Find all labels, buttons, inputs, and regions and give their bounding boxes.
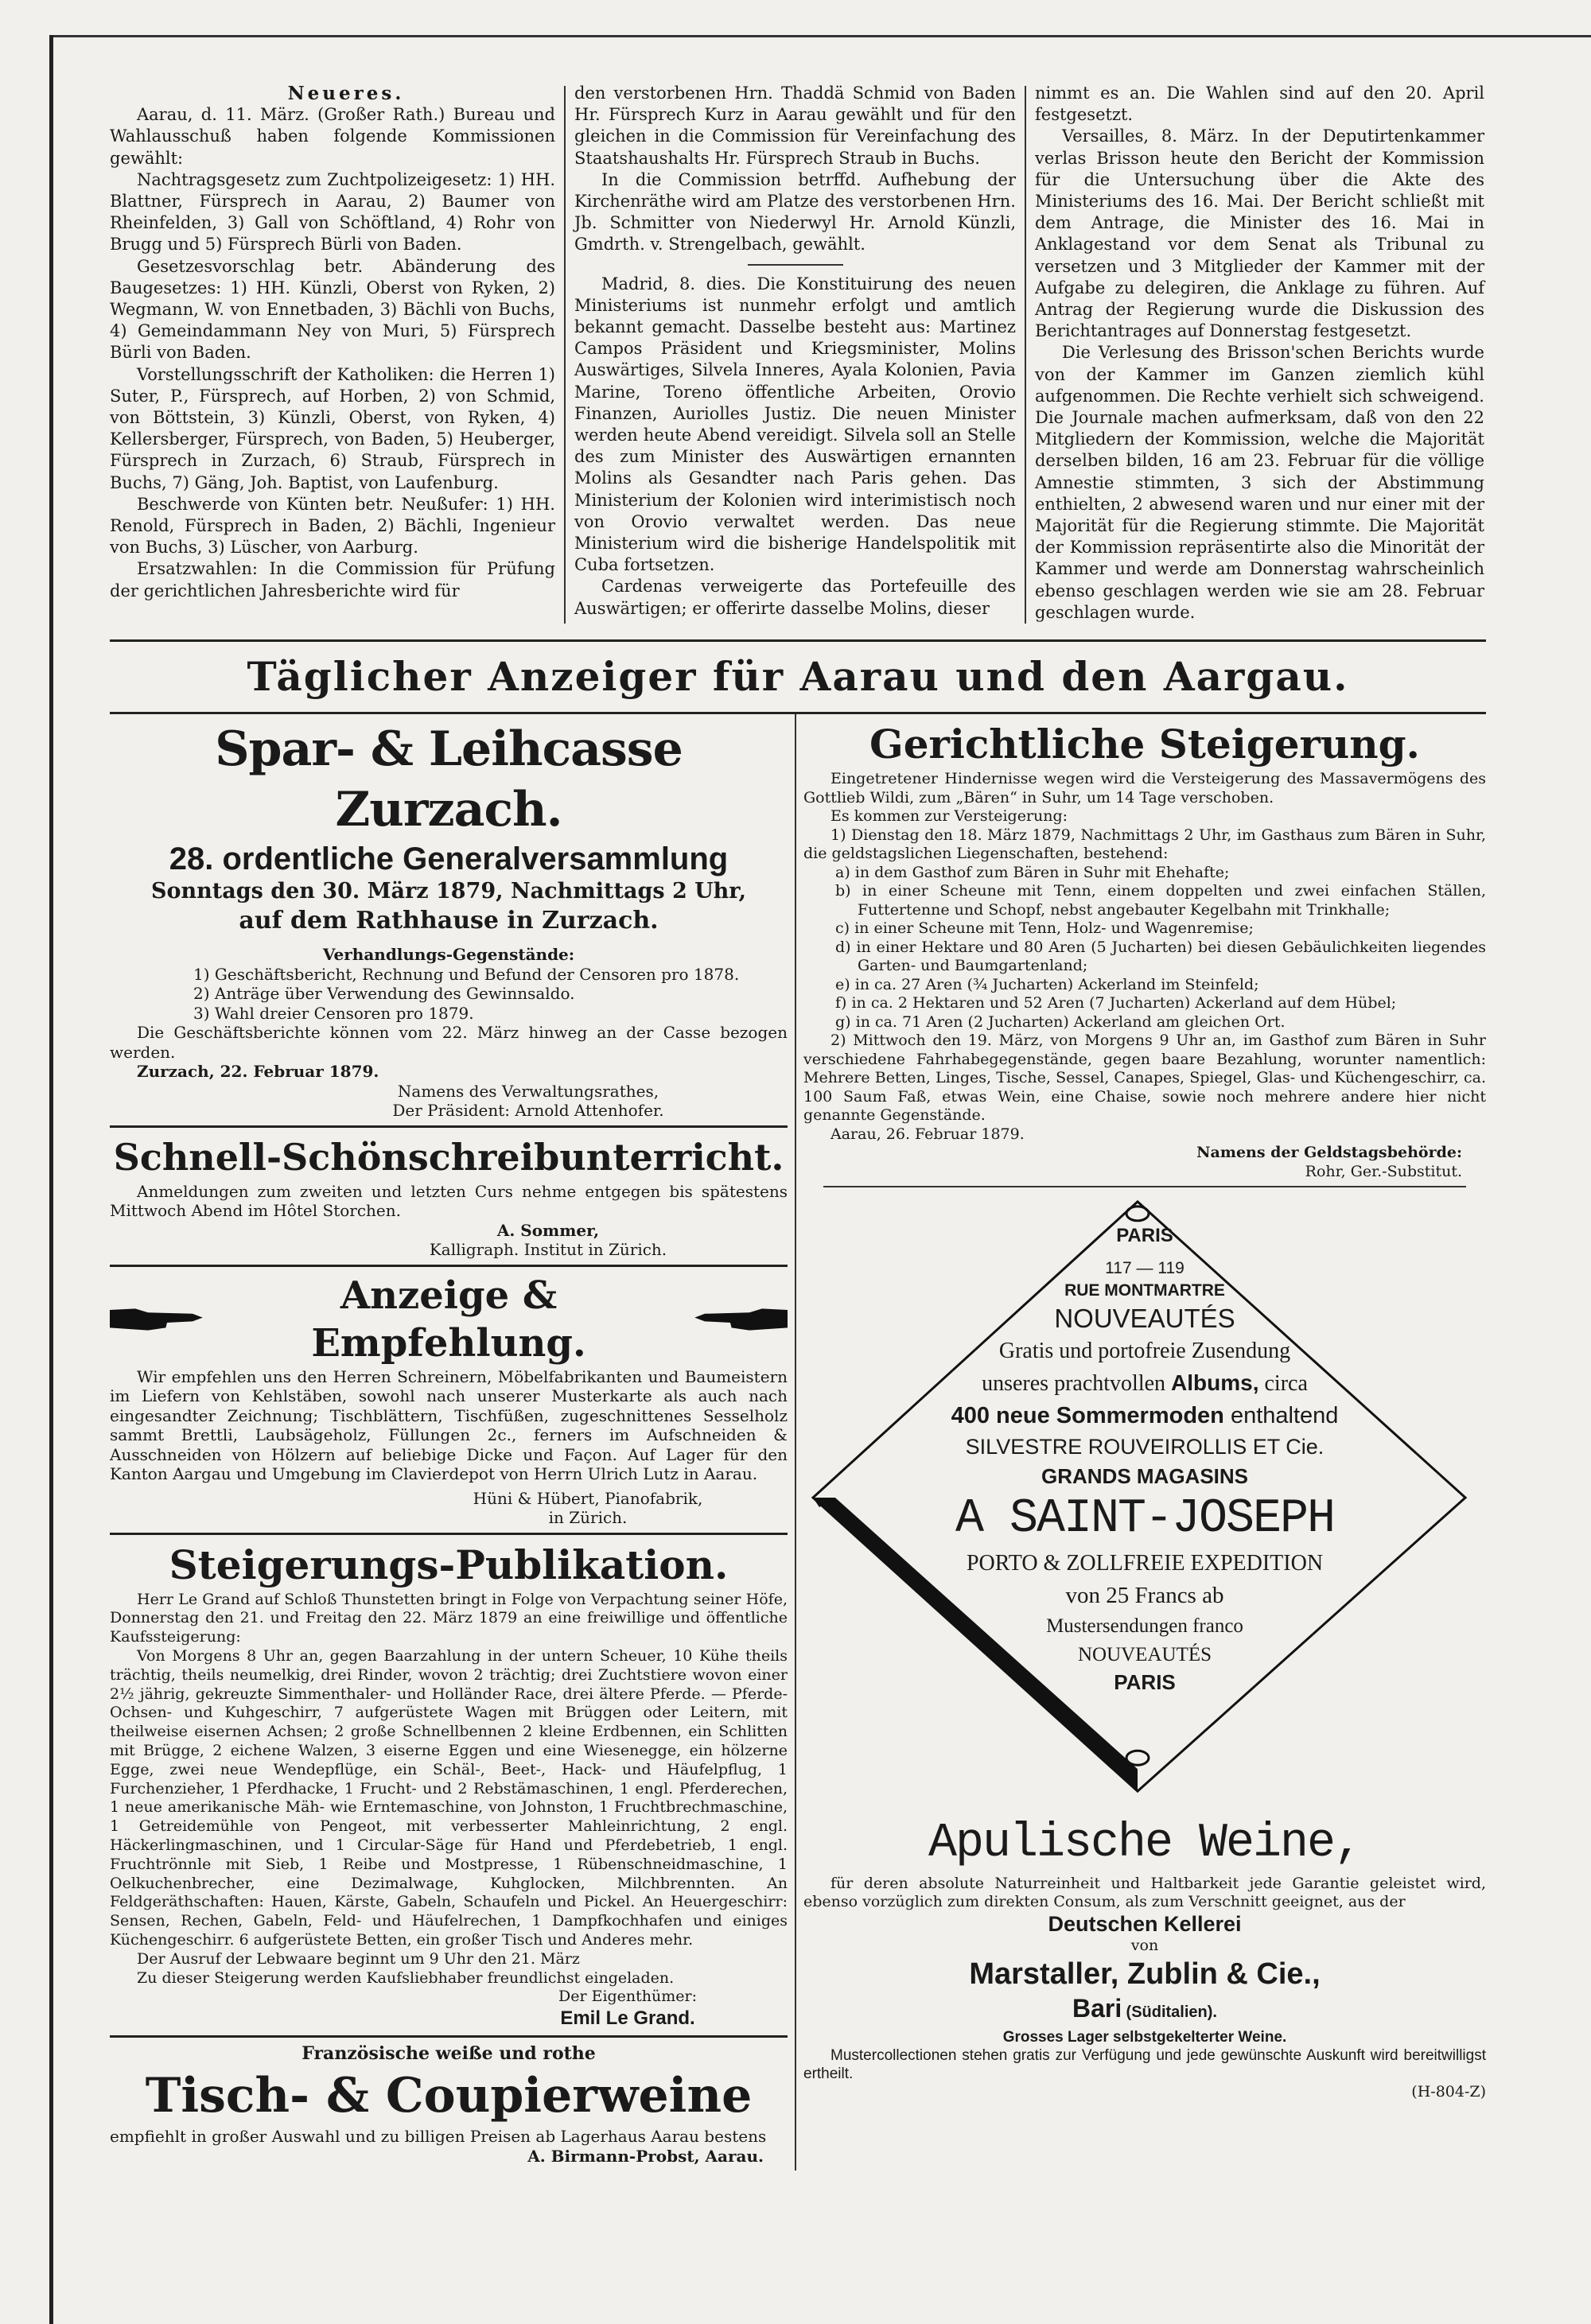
ad-signature: Hüni & Hübert, Pianofabrik, — [473, 1488, 703, 1508]
paragraph: Gesetzesvorschlag betr. Abänderung des Baugesetzes: 1) HH. Künzli, Oberst von Ryken, 2) Wegmann, W. von Ennetbaden, 3) Bächli von Buchs, 4) Gemeindammann Ney von Muri, 5) Fürsprech Bürli von Baden. — [110, 256, 555, 363]
ad-text: empfiehlt in großer Auswahl und zu billigen Preisen ab Lagerhaus Aarau bestens — [110, 2127, 767, 2147]
ad-text: A SAINT-JOSEPH — [955, 1492, 1335, 1547]
ad-subtitle: 28. ordentliche Generalversammlung — [169, 841, 729, 877]
ad-text: Anmeldungen zum zweiten und letzten Curs nehme entgegen bis spätestens Mittwoch Abend im Hôtel Storchen. — [110, 1181, 788, 1221]
list-item: b) in einer Scheune mit Tenn, einem doppelten und zwei einfachen Ställen, Futtertenne und Schopf, nebst angebauter Kegelbahn mit Trinkhalle; — [835, 882, 1486, 919]
ad-column-divider — [795, 714, 796, 2170]
column-2 — [574, 83, 1016, 620]
ad-text: 400 neue Sommermoden — [951, 1403, 1224, 1429]
list-item: f) in ca. 2 Hektaren und 52 Aren (7 Jucharten) Ackerland auf dem Hübel; — [835, 994, 1397, 1012]
ads-left-column — [110, 714, 788, 2170]
ad-signature: Namens des Verwaltungsrathes, — [397, 1081, 659, 1101]
column-3 — [1035, 83, 1484, 624]
paragraph: Madrid, 8. dies. Die Konstituirung des neuen Ministeriums ist nunmehr erfolgt und amtlich bekannt gemacht. Dasselbe besteht aus: Martinez Campos Präsident und Kriegsminister, Molins Auswärtiges, Silvela Inneres, Ayala Kolonien, Pavia Marine, Toreno öffentliche Arbeiten, Orovio Finanzen, Auriolles Justiz. Die neuen Minister werden heute Abend vereidigt. Silvela soll an Stelle des zum Minister des Auswärtigen ernannten Molins als Gesandter nach Paris gehen. Das Ministerium der Kolonien wird interimistisch noch von Orovio verwaltet werden. Das neue Ministerium wird die bisherige Handelspolitik mit Cuba fortsetzen. — [574, 274, 1016, 575]
ad-sparcasse — [110, 714, 788, 1125]
ad-text: Albums, — [1171, 1370, 1259, 1396]
ad-text: Grosses Lager selbstgekelterter Weine. — [1002, 2029, 1287, 2046]
ad-signature: A. Sommer, — [496, 1220, 600, 1240]
ad-code: (H-804-Z) — [1411, 2083, 1486, 2101]
ad-tischweine — [110, 2038, 788, 2170]
ad-title: Schnell-Schönschreibunterricht. — [113, 1135, 784, 1179]
divider — [748, 264, 843, 266]
paragraph: Beschwerde von Künten betr. Neußufer: 1) HH. Renold, Fürsprech in Baden, 2) Bächli, Ingenieur von Buchs, 3) Lüscher, von Aarburg. — [110, 494, 555, 558]
ad-text: Wir empfehlen uns den Herren Schreinern, Möbelfabrikanten und Baumeistern im Liefern von Kehlstäben, sowohl nach unserer Musterkarte als auch nach eingesandter Zeichnung; Tischblättern, Tischfüßen, zugeschnittenes Sesselholz sammt Brettli, Laubsägeholz, Füllungen 2c., ferners im Aufschneiden & Ausschneiden von Hölzern auf beliebige Dicke und Façon. Auf Lager für den Kanton Aargau und Umgebung im Clavierdepot von Herrn Ulrich Lutz in Aarau. — [110, 1366, 788, 1484]
news-columns — [110, 83, 1486, 624]
ad-note: Die Geschäftsberichte können vom 22. März hinweg an der Casse bezogen werden. — [110, 1023, 788, 1062]
ad-text: NOUVEAUTÉS — [1077, 1644, 1212, 1666]
agenda-item: 3) Wahl dreier Censoren pro 1879. — [193, 1003, 474, 1023]
ad-apulische-weine — [803, 1808, 1486, 2106]
ad-text: GRANDS MAGASINS — [1041, 1464, 1248, 1489]
ad-text: von 25 Francs ab — [1065, 1583, 1224, 1609]
paris-ad — [803, 1195, 1486, 1808]
ad-title: Tisch- & Coupierweine — [145, 2068, 753, 2124]
ad-text: NOUVEAUTÉS — [1054, 1304, 1235, 1334]
ad-signature: Der Präsident: Arnold Attenhofer. — [392, 1101, 664, 1121]
ad-text: für deren absolute Naturreinheit und Haltbarkeit jede Garantie geleistet wird, ebenso vorzüglich zum direkten Consum, als zum Verschnitt geeignet, aus der — [803, 1875, 1486, 1911]
paragraph: Cardenas verweigerte das Portefeuille des Auswärtigen; er offerirte dasselbe Molins, dieser — [574, 577, 1016, 618]
ad-signature: Rohr, Ger.-Substitut. — [1305, 1162, 1462, 1180]
paragraph: Ersatzwahlen: In die Commission für Prüfung der gerichtlichen Jahresberichte wird für — [110, 559, 555, 600]
ad-signature: in Zürich. — [548, 1508, 628, 1528]
agenda-item: 1) Geschäftsbericht, Rechnung und Befund der Censoren pro 1878. — [193, 964, 740, 984]
ad-text: Mustersendungen franco — [1046, 1615, 1243, 1638]
ad-text: Eingetretener Hindernisse wegen wird die Versteigerung des Massavermögens des Gottlieb Wildi, zum „Bären“ in Suhr, um 14 Tage verschoben. — [803, 770, 1486, 806]
ad-text: enthaltend — [1223, 1403, 1339, 1429]
ad-text: Bari — [1072, 1994, 1122, 2023]
list-item: a) in dem Gasthof zum Bären in Suhr mit Ehehafte; — [835, 863, 1230, 881]
paragraph: Aarau, d. 11. März. (Großer Rath.) Bureau und Wahlausschuß haben folgende Kommissionen gewählt: — [110, 105, 555, 168]
ad-date: Sonntags den 30. März 1879, Nachmittags 2 Uhr, — [151, 879, 746, 904]
ad-place: auf dem Rathhause in Zurzach. — [239, 907, 659, 935]
ad-anzeige-empfehlung — [110, 1267, 788, 1533]
ad-text: Marstaller, Zublin & Cie., — [969, 1957, 1321, 1992]
ad-text: 2) Mittwoch den 19. März, von Morgens 9 Uhr an, im Gasthof zum Bären in Suhr verschiedene Fahrhabegegenstände, gegen baare Bezahlung, worunter namentlich: Mehrere Betten, Linges, Tische, Sessel, Canapes, Spiegel, Glas- und Küchengeschirr, ca. 100 Saum Faß, etwas Wein, eine Chaise, sowie noch mehrere andere hier nicht genannte Gegenstände. — [803, 1032, 1486, 1125]
ad-text: PARIS — [1114, 1670, 1176, 1695]
ad-text: Gratis und portofreie Zusendung — [998, 1339, 1291, 1364]
paragraph: Die Verlesung des Brisson'schen Berichts wurde von der Kammer im Ganzen ziemlich kühl aufgenommen. Die Rechte verhielt sich schweigend. Die Journale machen aufmerksam, daß von den 22 Mitgliedern der Kommission, welche die Majorität derselben bilden, 16 am 23. Februar für die völlige Amnestie stimmten, 3 sich der Abstimmung enthielten, 2 abwesend waren und nur einer mit der Majorität für die Regierung stimmte. Die Majorität der Kommission repräsentirte also die Minorität der Kammer und werde am Donnerstag wahrscheinlich ebenso geschlagen werden wie sie am 28. Februar geschlagen wurde. — [1035, 343, 1484, 622]
ad-rule — [823, 1186, 1466, 1187]
paragraph: Nachtragsgesetz zum Zuchtpolizeigesetz: 1) HH. Blattner, Fürsprech in Aarau, 2) Baumer von Rheinfelden, 3) Gall von Schöftland, 4) Rohr von Brugg und 5) Fürsprech Bürli von Baden. — [110, 169, 555, 255]
ad-signature: Kalligraph. Institut in Zürich. — [429, 1240, 667, 1260]
ad-signature: Der Eigenthümer: — [558, 1988, 698, 2006]
ad-text: 117 — 119 — [1105, 1259, 1184, 1278]
ad-text: Von Morgens 8 Uhr an, gegen Baarzahlung in der untern Scheuer, 10 Kühe theils trächtig, theils neumelkig, drei Rinder, wovon 2 trächtig; drei Zuchtstiere wovon einer 2½ jährig, gekreuzte Simmenthaler- und Holländer Race, drei ältere Pferde. — Pferde- Ochsen- und Kuhgeschirr, 7 aufgerüstete Wagen mit Brüggen oder Leitern, mit theilweise eisernen Achsen; 2 große Schnellbennen 2 kleine Erdbennen, ein Schlitten mit Brügge, 2 eichene Walzen, 3 eiserne Eggen und eine Wiesenegge, ein hölzerne Egge, zwei neue Wendepflüge, ein Schäl-, Beet-, Hack- und Häufelpflug, 1 Furchenzieher, 1 Pferdhacke, 1 Frucht- und 2 Rebstämaschinen, 1 engl. Pferderechen, 1 neue amerikanische Mäh- wie Erntemaschine, von Johnston, 1 Fruchtbrechmaschine, 1 Getreidemühle von Pengeot, mit verbesserter Mahleinrichtung, 2 engl. Häckerlingmaschinen, und 1 Circular-Säge für Hand und Pferdebetrieb, 1 engl. Fruchtrönnle mit Sieb, 1 Reibe und Mostpresse, 1 Rübenschneidmaschine, 1 Oelkuchenbrecher, eine Dezimalwage, Kuhglocken, Milchbrennten. An Feldgeräthschaften: Hauen, Kärste, Gabeln, Schaufeln und Pickel. An Heuergeschirr: Sensen, Rechen, Gabeln, Feld- und Häufelrechen, 1 Dampfkochhafen und einiges Küchengeschirr. 6 aufgerüstete Betten, ein großer Tisch und Anderes mehr. — [110, 1646, 788, 1949]
ad-title: Steigerungs-Publikation. — [169, 1541, 729, 1588]
ad-text: SILVESTRE ROUVEIROLLIS ET Cie. — [965, 1435, 1325, 1459]
ad-text: (Süditalien). — [1126, 2003, 1217, 2022]
ad-text: circa — [1258, 1371, 1308, 1397]
ads-right-column — [803, 714, 1486, 2106]
pointing-hand-left-icon — [692, 1302, 788, 1337]
ad-text: PORTO & ZOLLFREIE EXPEDITION — [966, 1551, 1324, 1576]
ad-title: Spar- & Leihcasse Zurzach. — [215, 721, 683, 838]
agenda-item: 2) Anträge über Verwendung des Gewinnsaldo. — [193, 984, 575, 1004]
ad-signature: Namens der Geldstagsbehörde: — [1196, 1144, 1462, 1162]
ad-text: Deutschen Kellerei — [1048, 1912, 1242, 1937]
ad-text: Zu dieser Steigerung werden Kaufsliebhaber freundlichst eingeladen. — [137, 1968, 675, 1987]
ad-text: Der Ausruf der Lebwaare beginnt um 9 Uhr den 21. März — [137, 1949, 580, 1968]
list-item: g) in ca. 71 Aren (2 Jucharten) Ackerland am gleichen Ort. — [835, 1012, 1286, 1031]
ad-signature: Emil Le Grand. — [560, 2007, 695, 2030]
pointing-hand-right-icon — [110, 1302, 205, 1337]
column-divider — [564, 86, 566, 624]
ad-text: 1) Dienstag den 18. März 1879, Nachmittags 2 Uhr, im Gasthaus zum Bären in Suhr, die geldstagslichen Liegenschaften, bestehend: — [803, 826, 1486, 863]
paragraph: Versailles, 8. März. In der Deputirtenkammer verlas Brisson heute den Bericht der Kommission für die Untersuchung über die Akte des Ministeriums des 16. Mai. Der Bericht schließt mit dem Antrage, die Minister des 16. Mai in Anklagestand vor dem Senat als Tribunal zu versetzen und 3 Mitglieder der Kammer mit der Aufgabe zu delegiren, die Anklage zu führen. Auf Antrag der Regierung wurde die Diskussion des Berichtantrages auf Donnerstag festgesetzt. — [1035, 126, 1484, 341]
ads-area — [110, 714, 1486, 2170]
ad-dateline: Aarau, 26. Februar 1879. — [831, 1125, 1025, 1143]
ad-title: Anzeige & Empfehlung. — [311, 1273, 586, 1366]
ad-text: Mustercollectionen stehen gratis zur Verfügung und jede gewünschte Auskunft wird bereitwilligst ertheilt. — [803, 2047, 1486, 2083]
column-heading: Neueres. — [287, 83, 405, 104]
agenda-title: Verhandlungs-Gegenstände: — [322, 945, 575, 965]
ad-text: von — [1130, 1937, 1159, 1955]
ad-text: unseres prachtvollen — [982, 1371, 1172, 1397]
paragraph: nimmt es an. Die Wahlen sind auf den 20. April festgesetzt. — [1035, 84, 1484, 125]
section-title: Täglicher Anzeiger für Aarau und den Aargau. — [247, 653, 1349, 701]
list-item: c) in einer Scheune mit Tenn, Holz- und Wagenremise; — [835, 919, 1254, 938]
ad-gerichtliche-steigerung — [803, 714, 1486, 1186]
ad-text: Es kommen zur Versteigerung: — [831, 807, 1068, 826]
ad-dateline: Zurzach, 22. Februar 1879. — [137, 1062, 379, 1082]
column-divider — [1025, 86, 1026, 624]
column-1 — [110, 83, 555, 602]
ad-steigerungs-publikation — [110, 1535, 788, 2036]
paragraph: den verstorbenen Hrn. Thaddä Schmid von Baden Hr. Fürsprech Kurz in Aarau gewählt und für den gleichen in die Commission für Vereinfachung des Staatshaushalts Hr. Fürsprech Straub in Buchs. — [574, 84, 1016, 168]
ad-title: Gerichtliche Steigerung. — [869, 721, 1420, 768]
paragraph: In die Commission betrffd. Aufhebung der Kirchenräthe wird am Platze des verstorbenen Hrn. Jb. Schmitter von Niederwyl Hr. Arnold Künzli, Gmdrth. v. Strengelbach, gewählt. — [574, 169, 1016, 255]
ad-title: Apulische Weine, — [928, 1817, 1362, 1871]
list-item: d) in einer Hektare und 80 Aren (5 Jucharten) bei diesen Gebäulichkeiten liegendes Garten- und Baumgartenland; — [835, 938, 1486, 975]
ad-text: PARIS — [1116, 1225, 1173, 1247]
paris-ad-text — [803, 1211, 1486, 1696]
ad-pretitle: Französische weiße und rothe — [301, 2043, 596, 2065]
ad-text: RUE MONTMARTRE — [1064, 1281, 1225, 1300]
list-item: e) in ca. 27 Aren (¾ Jucharten) Ackerland im Steinfeld; — [835, 975, 1259, 993]
ad-text: Herr Le Grand auf Schloß Thunstetten bringt in Folge von Verpachtung seiner Höfe, Donnerstag den 21. und Freitag den 22. März 1879 an eine freiwillige und öffentliche Kaufssteigerung: — [110, 1590, 788, 1646]
ad-schreibunterricht — [110, 1128, 788, 1265]
ad-signature: A. Birmann-Probst, Aarau. — [527, 2146, 764, 2166]
paragraph: Vorstellungsschrift der Katholiken: die Herren 1) Suter, P., Fürsprech, auf Horben, 2) von Schmid, von Böttstein, 3) Künzli, Oberst, von Ryken, 4) Kellersberger, Fürsprech, von Baden, 5) Heuberger, Fürsprech in Zurzach, 6) Straub, Fürsprech in Buchs, 7) Gäng, Joh. Baptist, von Laufenburg. — [110, 364, 555, 492]
